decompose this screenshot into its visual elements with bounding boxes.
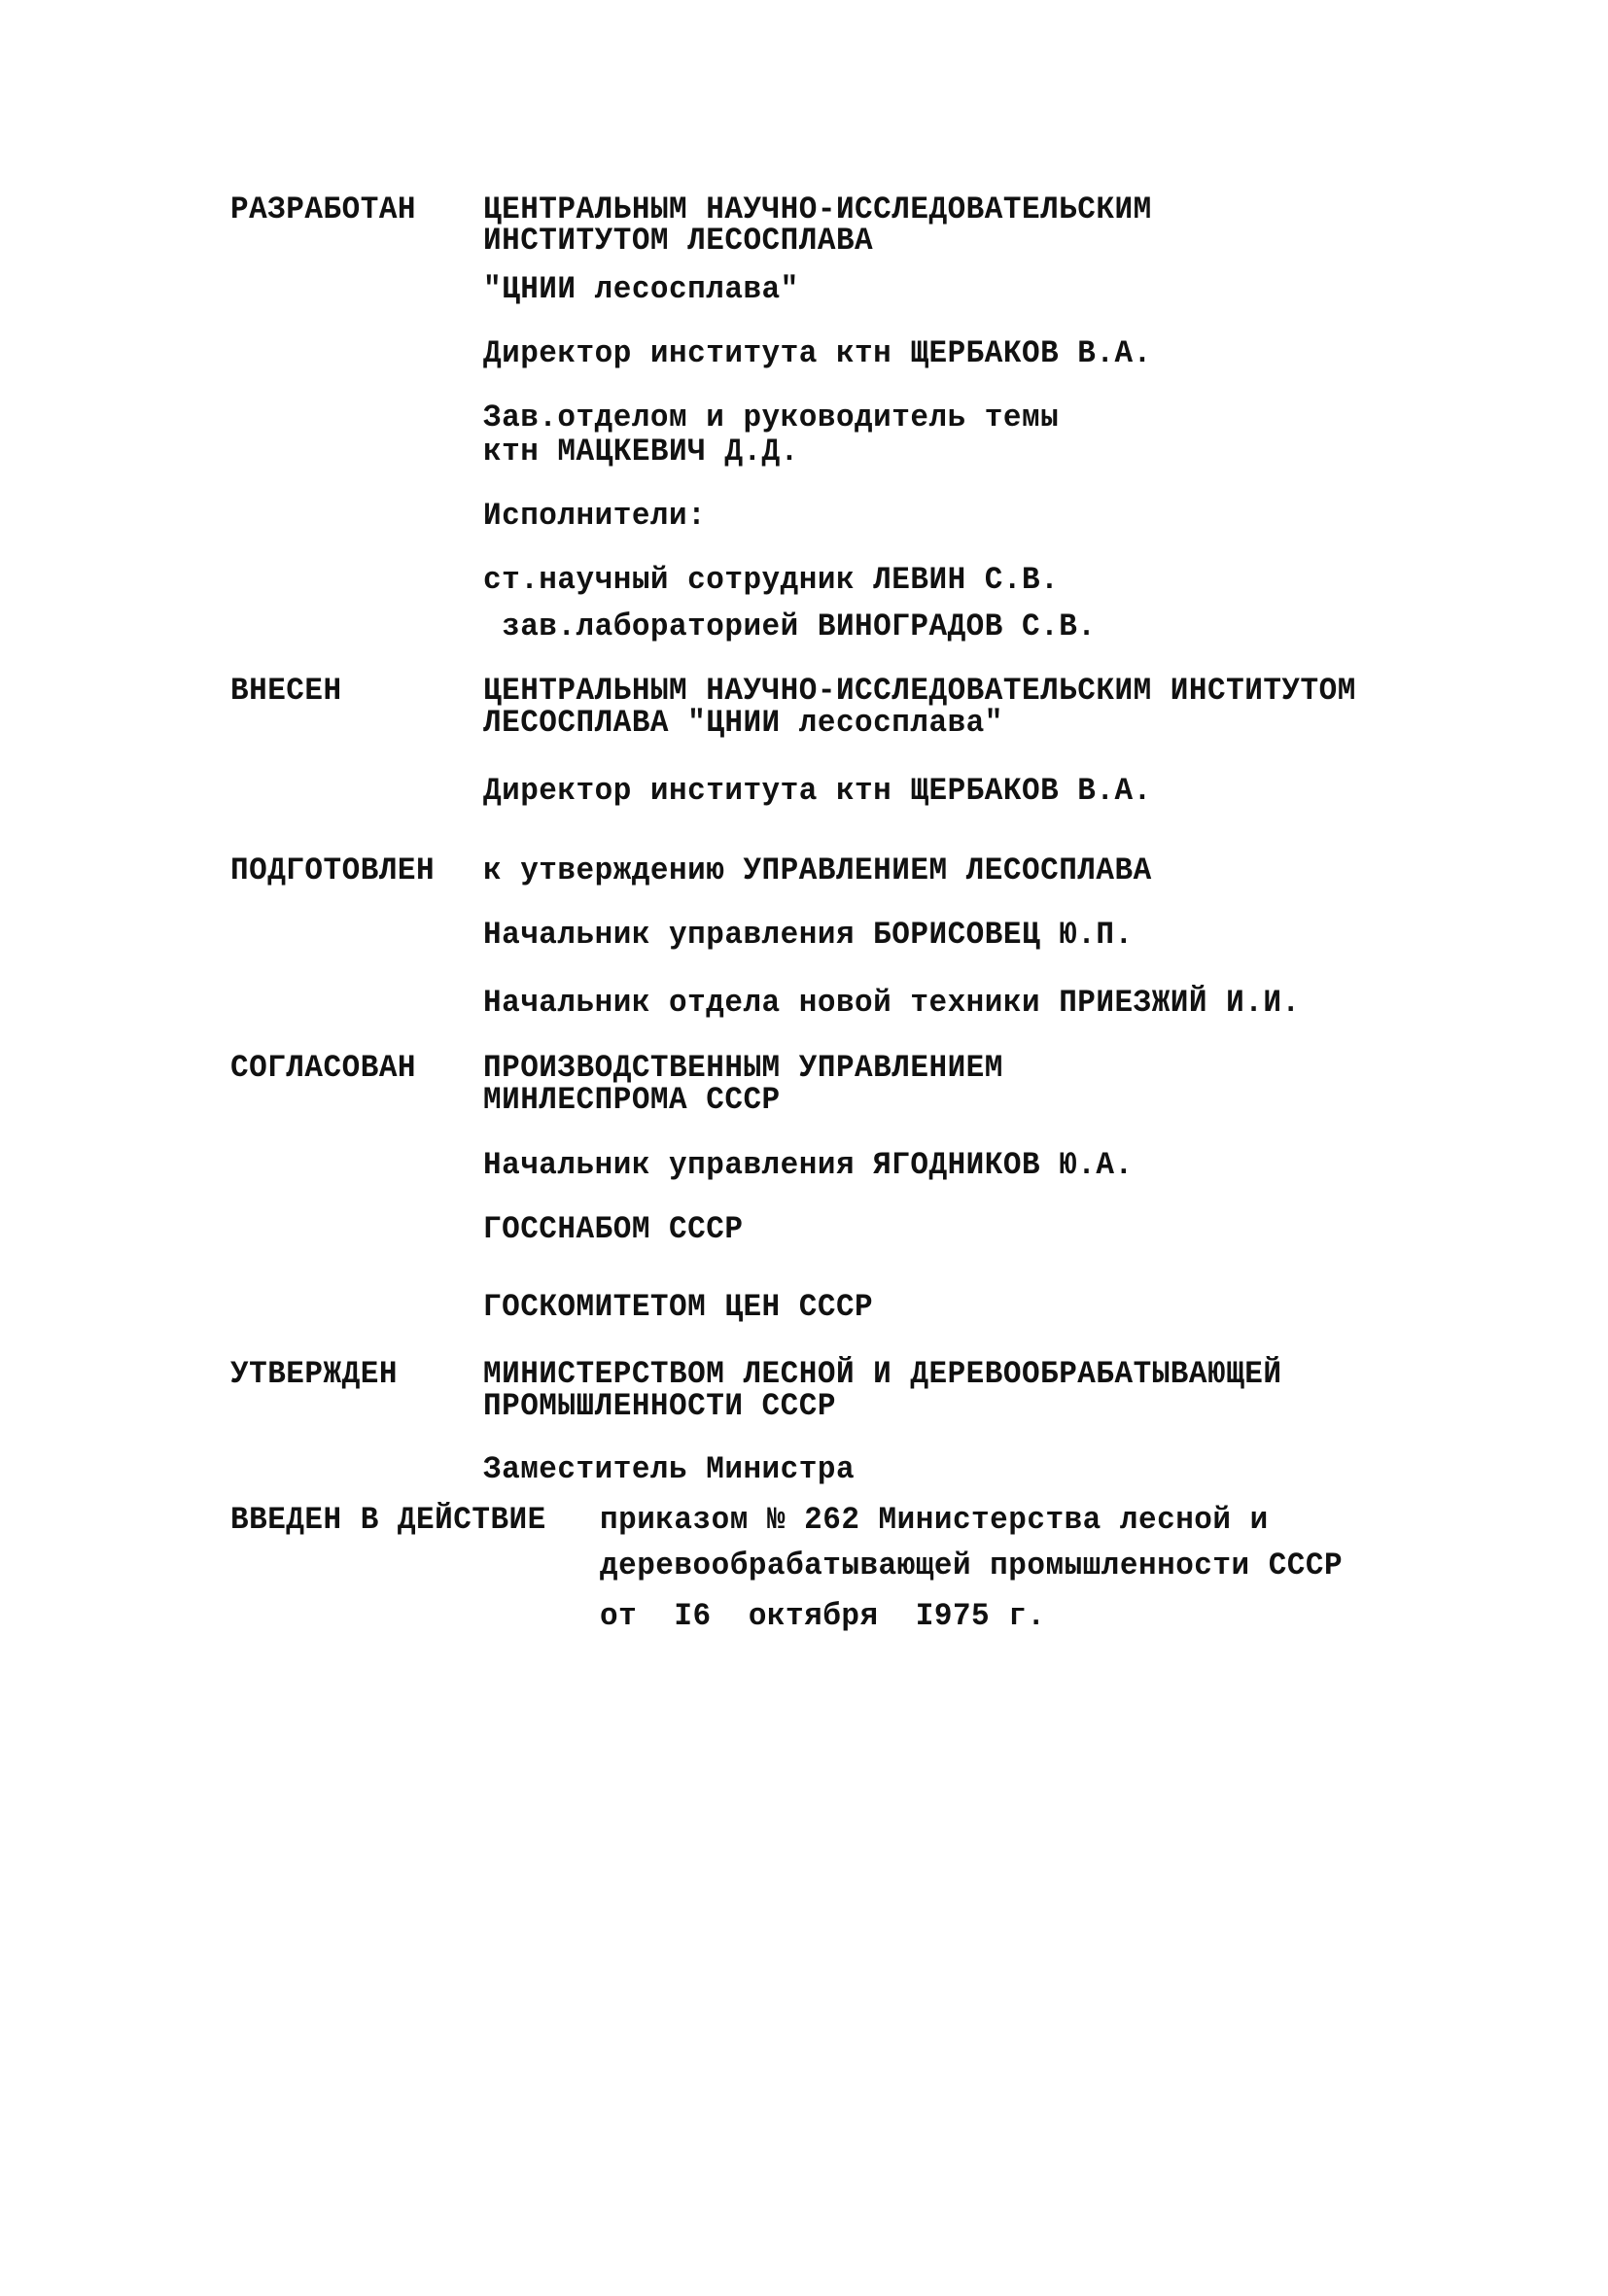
vnesen-line-1: ЦЕНТРАЛЬНЫМ НАУЧНО-ИССЛЕДОВАТЕЛЬСКИМ ИНСТИТУТОМ [483,673,1356,710]
razrabotan-head-line-1: Зав.отделом и руководитель темы [483,400,1060,436]
soglasovan-line-1: ПРОИЗВОДСТВЕННЫМ УПРАВЛЕНИЕМ [483,1050,1003,1087]
vnesen-line-2: ЛЕСОСПЛАВА "ЦНИИ лесосплава" [483,705,1003,742]
section-label-vnesen: ВНЕСЕН [230,673,342,710]
razrabotan-head-line-2: ктн МАЦКЕВИЧ Д.Д. [483,434,799,470]
soglasovan-line-4: ГОССНАБОМ СССР [483,1211,744,1248]
podgotovlen-line-3: Начальник отдела новой техники ПРИЕЗЖИЙ И.И. [483,985,1301,1022]
section-label-podgotovlen: ПОДГОТОВЛЕН [230,852,436,889]
vveden-line-1: приказом № 262 Министерства лесной и [600,1502,1269,1539]
razrabotan-performer-1: ст.научный сотрудник ЛЕВИН С.В. [483,562,1060,599]
soglasovan-line-5: ГОСКОМИТЕТОМ ЦЕН СССР [483,1289,874,1326]
podgotovlen-line-1: к утверждению УПРАВЛЕНИЕМ ЛЕСОСПЛАВА [483,852,1152,889]
section-label-utverzhden: УТВЕРЖДЕН [230,1356,398,1393]
vnesen-director: Директор института ктн ЩЕРБАКОВ В.А. [483,773,1152,810]
vveden-line-2: деревообрабатывающей промышленности СССР [600,1548,1344,1584]
section-label-soglasovan: СОГЛАСОВАН [230,1050,417,1087]
podgotovlen-line-2: Начальник управления БОРИСОВЕЦ Ю.П. [483,917,1134,954]
vveden-line-3: от I6 октября I975 г. [600,1598,1046,1635]
razrabotan-line-1: ЦЕНТРАЛЬНЫМ НАУЧНО-ИССЛЕДОВАТЕЛЬСКИМ [483,191,1152,228]
utverzhden-line-3: Заместитель Министра [483,1451,856,1488]
soglasovan-line-2: МИНЛЕСПРОМА СССР [483,1082,781,1119]
soglasovan-line-3: Начальник управления ЯГОДНИКОВ Ю.А. [483,1147,1134,1184]
utverzhden-line-1: МИНИСТЕРСТВОМ ЛЕСНОЙ И ДЕРЕВООБРАБАТЫВАЮЩЕЙ [483,1356,1282,1393]
razrabotan-director: Директор института ктн ЩЕРБАКОВ В.А. [483,335,1152,372]
section-label-razrabotan: РАЗРАБОТАН [230,191,417,228]
section-label-vveden: ВВЕДЕН В ДЕЙСТВИЕ [230,1502,546,1539]
razrabotan-line-3: "ЦНИИ лесосплава" [483,271,799,308]
razrabotan-line-2: ИНСТИТУТОМ ЛЕСОСПЛАВА [483,223,874,260]
razrabotan-performer-2: зав.лабораторией ВИНОГРАДОВ С.В. [483,609,1097,645]
razrabotan-performers-heading: Исполнители: [483,498,707,535]
utverzhden-line-2: ПРОМЫШЛЕННОСТИ СССР [483,1388,836,1425]
